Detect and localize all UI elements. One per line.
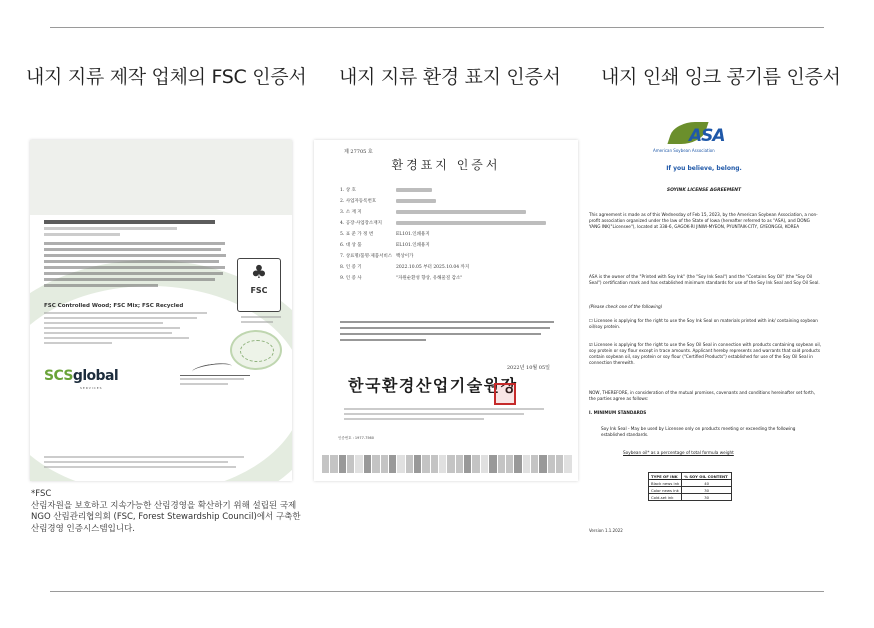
issuing-organization: 한국환경산업기술원장 <box>348 376 518 395</box>
section-minimum-standards: I. MINIMUM STANDARDS <box>589 410 647 415</box>
certificate-statement <box>340 321 554 345</box>
top-divider <box>50 27 824 28</box>
field-row: 9. 인 증 사 "자원순환성 향상, 유해물질 감소" <box>340 275 463 281</box>
certificate-body-text <box>44 220 234 290</box>
fsc-footnote <box>31 489 303 535</box>
title-fsc-certificate: 내지 지류 제작 업체의 FSC 인증서 <box>26 66 307 88</box>
certificate-number: 제 27705 호 <box>344 149 373 155</box>
soy-oil-table <box>648 472 732 501</box>
bottom-divider <box>50 591 824 592</box>
field-row: 2. 사업자등록번호 <box>340 195 570 206</box>
fsc-logo: ♣ FSC <box>237 258 281 312</box>
field-row: 1. 상 호 <box>340 184 570 195</box>
table-row: Cold-set ink 30 <box>649 494 732 501</box>
certificate-heading: 환경표지 인증서 <box>391 158 501 172</box>
soy-ink-license-image <box>583 114 825 544</box>
scs-logo-sub: SERVICES <box>80 386 103 390</box>
table-row: Color news ink 30 <box>649 487 732 494</box>
security-strip <box>322 455 572 473</box>
license-heading: SOYINK LICENSE AGREEMENT <box>666 188 742 193</box>
fsc-footnote-label: *FSC <box>31 489 52 499</box>
asa-logo: ASA <box>671 122 733 156</box>
issue-date: 2022년 10월 05일 <box>506 365 550 371</box>
soy-ink-seal-text: Soy Ink Seal - May be used by Licensee only on products meeting or exceeding the following established standards. <box>601 426 796 437</box>
field-row: 5. 표 준 가 정 번 EL101.인쇄용지 <box>340 231 430 237</box>
signature <box>180 362 250 376</box>
certificate-fine-print <box>44 456 244 471</box>
table-header: % SOY OIL CONTENT <box>682 473 732 480</box>
fsc-claim-title: FSC Controlled Wood; FSC Mix; FSC Recycled <box>44 303 184 309</box>
license-option-ink: ☐ Licensee is applying for the right to use the Soy Ink Seal on materials printed with ink/ containing soybean oil/soy protein. <box>589 318 818 329</box>
tree-icon: ♣ <box>250 262 268 283</box>
table-row: Black news ink 40 <box>649 480 732 487</box>
field-row: 8. 인 증 기 2022.10.05 부터 2025.10.04 까지 <box>340 264 470 270</box>
certificate-fields <box>340 184 570 283</box>
license-intro: This agreement is made as of this Wednesday of Feb 15, 2023, by the American Soybean Association, a non-profit association organized under the law of the State of Iowa (hereafter referred to as "ASA), and DONG YANG INK("Licensee"), located at 338-6, GAGOK-RI JINWI-MYEON, PYUNTAIK-CITY, GYEONGGI, KOREA <box>589 212 818 229</box>
field-row: 6. 대 상 품 EL101.인쇄용지 <box>340 242 430 248</box>
license-option-oil: ☑ Licensee is applying for the right to use the Soy Oil Seal in connection with products containing soybean oil, soy protein or soy flour except in trace amounts. Applicant hereby represents and warrants that said products contain soybean oil, soy protein or soy flour ("Certified Products") established for use of the Soy Oil Seal in connection therewith. <box>589 342 821 365</box>
official-stamp <box>494 383 516 405</box>
field-row: 4. 공장·사업장소재지 <box>340 217 570 228</box>
document-version: Version 1.1.2022 <box>589 528 623 533</box>
table-header: TYPE OF INK <box>649 473 682 480</box>
table-header-row <box>649 473 732 480</box>
certificate-id: 인증번호 : 1977-7560 <box>338 436 375 440</box>
fsc-logo-caption <box>241 316 281 326</box>
license-now-therefore: NOW, THEREFORE, in consideration of the mutual promises, covenants and conditions hereinafter set forth, the parties agree as follows: <box>589 390 815 401</box>
scs-global-logo: SCSglobal <box>44 368 119 384</box>
title-eco-label-certificate: 내지 지류 환경 표지 인증서 <box>339 66 561 88</box>
asa-full-name: American Soybean Association <box>653 148 715 153</box>
certificate-header-band <box>30 140 292 215</box>
license-owner-text: ASA is the owner of the "Printed with Soy Ink" (the "Soy Ink Seal") and the "Contains Soy Oil" (the "Soy Oil Seal") certification mark and has established minimum standards for use of the Soy Ink Seal and Soy Oil Seal. <box>589 274 820 285</box>
table-caption: Soybean oil* as a percentage of total formula weight <box>623 450 734 455</box>
certificate-details <box>44 312 214 347</box>
fsc-certificate-image <box>30 140 292 481</box>
signature-caption <box>180 378 260 388</box>
license-check-note: (Please check one of the following) <box>589 304 663 309</box>
asa-tagline: If you believe, belong. <box>666 165 742 172</box>
field-row: 3. 소 재 지 <box>340 206 570 217</box>
fsc-footnote-text: 산림자원을 보호하고 지속가능한 산림경영을 확산하기 위해 설립된 국제NGO 산림관리협의회 (FSC, Forest Stewardship Council)에서 구축한 산림경영 인증시스템입니다. <box>31 500 301 534</box>
field-row: 7. 상표명/품명·제품서비스 백상이가 <box>340 253 414 259</box>
eco-label-certificate-image <box>314 140 578 481</box>
certificate-notes <box>344 408 544 423</box>
title-soy-ink-certificate: 내지 인쇄 잉크 콩기름 인증서 <box>601 66 841 88</box>
